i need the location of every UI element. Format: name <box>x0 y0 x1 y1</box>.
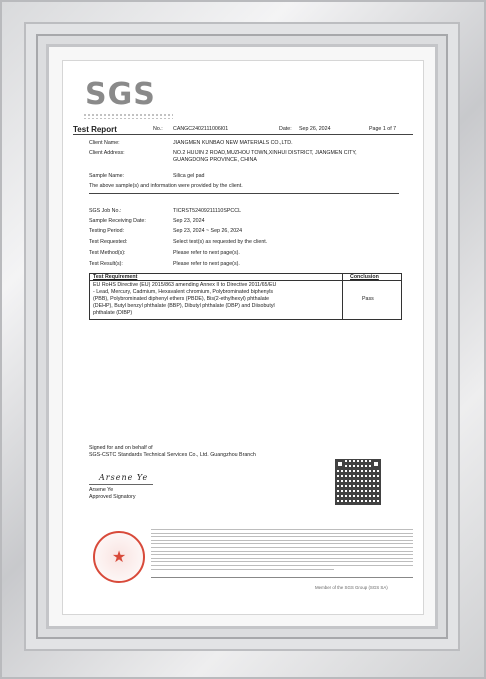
client-address-line2: GUANGDONG PROVINCE, CHINA <box>173 157 257 163</box>
company-seal <box>93 531 145 583</box>
client-name-value: JIANGMEN KUNBAO NEW MATERIALS CO.,LTD. <box>173 140 293 146</box>
client-address-label: Client Address: <box>89 150 125 156</box>
receiving-date-label: Sample Receiving Date: <box>89 218 146 224</box>
requirement-line-3: (PBB), Polybrominated diphenyl ethers (PBDE), Bis(2-ethylhexyl) phthalate <box>93 296 270 302</box>
job-no-label: SGS Job No.: <box>89 208 122 214</box>
requirement-line-2: - Lead, Mercury, Cadmium, Hexavalent chromium, Polybrominated biphenyls <box>93 289 274 295</box>
testing-period-label: Testing Period: <box>89 228 125 234</box>
fine-print-terms <box>151 529 413 572</box>
report-date-label: Date: <box>279 126 292 132</box>
signed-line-1: Signed for and on behalf of <box>89 445 153 451</box>
sample-name-label: Sample Name: <box>89 173 125 179</box>
requirement-line-1: EU RoHS Directive (EU) 2015/863 amending Annex II to Directive 2011/65/EU <box>93 282 277 288</box>
client-name-label: Client Name: <box>89 140 120 146</box>
test-result-value: Please refer to next page(s). <box>173 261 240 267</box>
table-header-conclusion: Conclusion <box>350 274 379 280</box>
seal-star-icon: ★ <box>111 549 127 566</box>
report-no-label: No.: <box>153 126 163 132</box>
footer-rule <box>151 577 413 578</box>
testing-period-value: Sep 23, 2024 ~ Sep 26, 2024 <box>173 228 243 234</box>
report-date-value: Sep 26, 2024 <box>299 126 331 132</box>
sample-name-value: Silica gel pad <box>173 173 205 179</box>
receiving-date-value: Sep 23, 2024 <box>173 218 205 224</box>
test-requested-label: Test Requested: <box>89 239 128 245</box>
handwritten-signature: Arsene Ye <box>99 473 149 482</box>
qr-code <box>335 459 381 505</box>
requirement-table <box>89 273 402 320</box>
signatory-title: Approved Signatory <box>89 494 136 500</box>
job-no-value: TICRST52409211110SPCCL <box>173 208 242 214</box>
requirement-line-4: (DEHP), Butyl benzyl phthalate (BBP), Dibutyl phthalate (DBP) and Diisobutyl <box>93 303 275 309</box>
client-address-line1: NO.2 HUIJIN 2 ROAD,MUZHOU TOWN,XINHUI DISTRICT, JIANGMEN CITY, <box>173 150 357 156</box>
logo-dot-pattern <box>83 113 173 119</box>
table-header-requirement: Test Requirement <box>93 274 138 280</box>
test-requested-value: Select test(s) as requested by the client. <box>173 239 268 245</box>
sample-rule <box>89 193 399 194</box>
signed-line-2: SGS-CSTC Standards Technical Services Co., Ltd. Guangzhou Branch <box>89 452 256 458</box>
sample-note: The above sample(s) and information were provided by the client. <box>89 183 243 189</box>
certificate-document <box>62 60 424 615</box>
sgs-group-member-note: Member of the SGS Group (SGS SA) <box>315 585 388 590</box>
report-title: Test Report <box>73 125 117 134</box>
signatory-name: Arsene Ye <box>89 487 114 493</box>
conclusion-value: Pass <box>362 296 374 302</box>
header-rule <box>73 134 413 135</box>
requirement-line-5: phthalate (DIBP) <box>93 310 133 316</box>
test-method-value: Please refer to next page(s). <box>173 250 240 256</box>
table-column-rule <box>342 274 343 319</box>
test-result-label: Test Result(s): <box>89 261 123 267</box>
report-no-value: CANGC2402111006I01 <box>173 126 229 132</box>
test-method-label: Test Method(s): <box>89 250 126 256</box>
sgs-logo: SGS <box>85 77 156 112</box>
page-number: Page 1 of 7 <box>369 126 397 132</box>
signature-rule <box>89 484 153 485</box>
